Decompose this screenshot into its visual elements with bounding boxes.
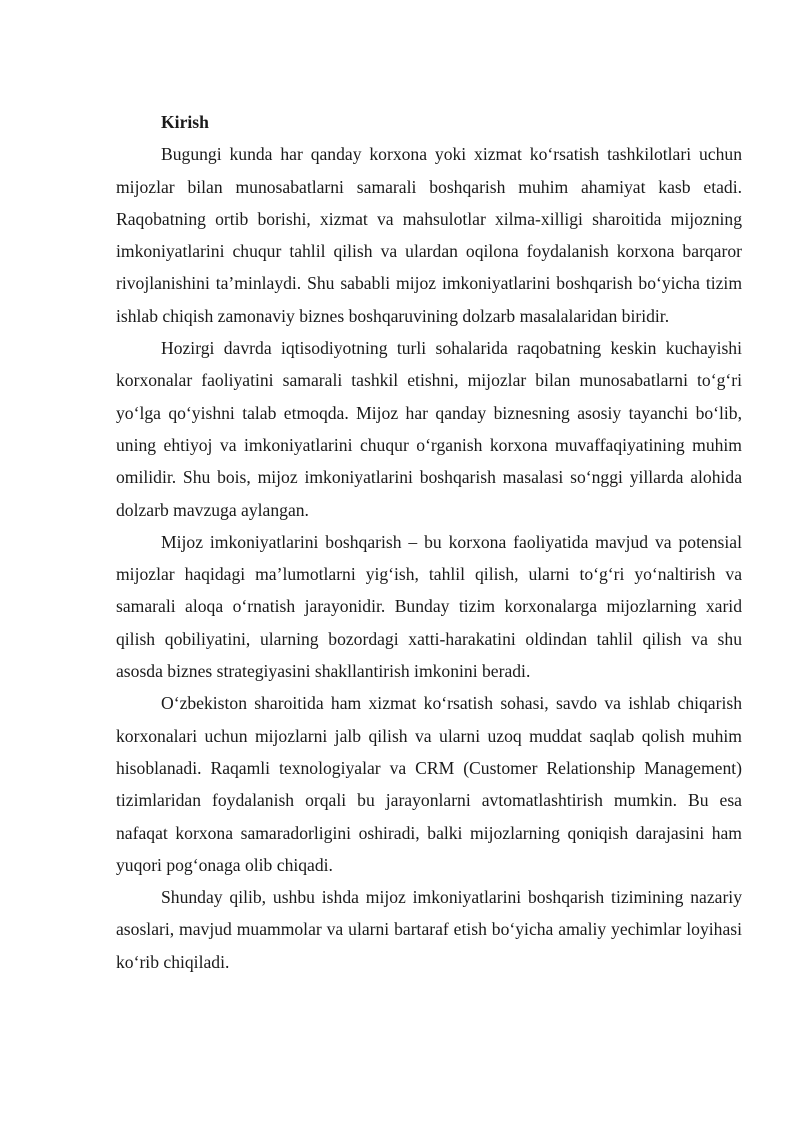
paragraph-4: O‘zbekiston sharoitida ham xizmat ko‘rsatish sohasi, savdo va ishlab chiqarish korxonalari uchun mijozlarni jalb qilish va ularni uzoq muddat saqlab qolish muhim hisoblanadi. Raqamli texnologiyalar va CRM (Customer Relationship Management) tizimlaridan foydalanish orqali bu jarayonlarni avtomatlashtirish mumkin. Bu esa nafaqat korxona samaradorligini oshiradi, balki mijozlarning qoniqish darajasini ham yuqori pog‘onaga olib chiqadi. <box>116 693 742 875</box>
document-body <box>116 106 742 978</box>
paragraph-1: Bugungi kunda har qanday korxona yoki xizmat ko‘rsatish tashkilotlari uchun mijozlar bilan munosabatlarni samarali boshqarish muhim ahamiyat kasb etadi. Raqobatning ortib borishi, xizmat va mahsulotlar xilma-xilligi sharoitida mijozning imkoniyatlarini chuqur tahlil qilish va ulardan oqilona foydalanish korxona barqaror rivojlanishini ta’minlaydi. Shu sababli mijoz imkoniyatlarini boshqarish bo‘yicha tizim ishlab chiqish zamonaviy biznes boshqaruvining dolzarb masalalaridan biridir. <box>116 144 742 326</box>
paragraph-5: Shunday qilib, ushbu ishda mijoz imkoniyatlarini boshqarish tizimining nazariy asoslari, mavjud muammolar va ularni bartaraf etish bo‘yicha amaliy yechimlar loyihasi ko‘rib chiqiladi. <box>116 887 742 972</box>
paragraph-3: Mijoz imkoniyatlarini boshqarish – bu korxona faoliyatida mavjud va potensial mijozlar haqidagi ma’lumotlarni yig‘ish, tahlil qilish, ularni to‘g‘ri yo‘naltirish va samarali aloqa o‘rnatish jarayonidir. Bunday tizim korxonalarga mijozlarning xarid qilish qobiliyatini, ularning bozordagi xatti-harakatini oldindan tahlil qilish va shu asosda biznes strategiyasini shakllantirish imkonini beradi. <box>116 531 742 682</box>
paragraph-2: Hozirgi davrda iqtisodiyotning turli sohalarida raqobatning keskin kuchayishi korxonalar faoliyatini samarali tashkil etishni, mijozlar bilan munosabatlarni to‘g‘ri yo‘lga qo‘yishni talab etmoqda. Mijoz har qanday biznesning asosiy tayanchi bo‘lib, uning ehtiyoj va imkoniyatlarini chuqur o‘rganish korxona muvaffaqiyatining muhim omilidir. Shu bois, mijoz imkoniyatlarini boshqarish masalasi so‘nggi yillarda alohida dolzarb mavzuga aylangan. <box>116 338 742 520</box>
section-heading: Kirish <box>161 112 209 132</box>
